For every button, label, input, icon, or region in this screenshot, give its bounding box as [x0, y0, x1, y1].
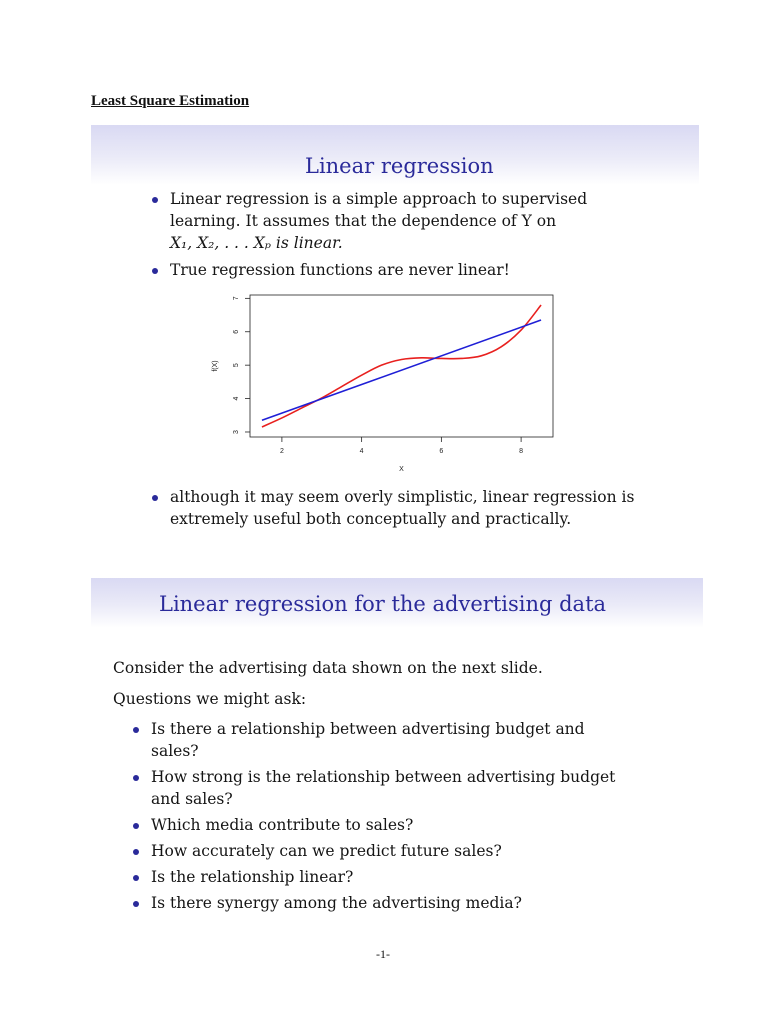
bullet-line: True regression functions are never linear!	[170, 261, 510, 279]
x-tick-label: 4	[359, 448, 364, 455]
regression-chart	[205, 290, 565, 475]
bullet-icon	[152, 268, 158, 274]
bullet-icon	[133, 849, 139, 855]
bullet-line: Is there synergy among the advertising media?	[151, 894, 522, 912]
bullet-line: sales?	[151, 742, 199, 760]
bullet-line: Linear regression is a simple approach to supervised	[170, 190, 588, 208]
bullet-icon	[133, 823, 139, 829]
slide2-bullet-4	[131, 840, 691, 862]
x-tick-label: 2	[279, 448, 284, 455]
bullet-line: and sales?	[151, 790, 233, 808]
bullet-line: How strong is the relationship between advertising budget	[151, 768, 616, 786]
document-heading: Least Square Estimation	[91, 93, 250, 109]
bullet-line: learning. It assumes that the dependence of Y on	[170, 212, 557, 230]
slide2-bullet-2	[131, 766, 691, 810]
bullet-line: extremely useful both conceptually and practically.	[170, 510, 572, 528]
slide2-intro: Consider the advertising data shown on the next slide.	[113, 659, 543, 677]
bullet-line: Is the relationship linear?	[151, 868, 354, 886]
slide1-bullet-list-after	[150, 486, 670, 535]
true-function-line	[262, 305, 541, 427]
y-tick-label: 6	[233, 329, 240, 334]
linear-fit-line	[262, 320, 541, 420]
slide2-bullet-5	[131, 866, 691, 888]
y-tick-label: 5	[233, 363, 240, 368]
x-tick-label: 8	[519, 448, 524, 455]
slide2-title: Linear regression for the advertising data	[159, 592, 607, 616]
bullet-icon	[133, 727, 139, 733]
slide1-bullet-2	[150, 259, 670, 281]
y-tick-label: 7	[233, 296, 240, 301]
bullet-line: How accurately can we predict future sales?	[151, 842, 502, 860]
y-axis-label: f(X)	[212, 360, 219, 372]
slide1-bullet-3	[150, 486, 670, 530]
slide2-bullet-6	[131, 892, 691, 914]
bullet-icon	[133, 775, 139, 781]
plot-frame	[250, 295, 553, 437]
y-tick-label: 3	[233, 430, 240, 434]
slide2-bullet-3	[131, 814, 691, 836]
bullet-icon	[133, 875, 139, 881]
bullet-icon	[152, 197, 158, 203]
bullet-line: X₁, X₂, . . . Xₚ is linear.	[170, 234, 343, 252]
bullet-icon	[133, 901, 139, 907]
bullet-line: Is there a relationship between advertising budget and	[151, 720, 585, 738]
slide1-bullet-1	[150, 188, 670, 254]
x-tick-label: 6	[439, 448, 444, 455]
y-tick-label: 4	[233, 396, 240, 401]
bullet-line: although it may seem overly simplistic, linear regression is	[170, 488, 635, 506]
slide1-title: Linear regression	[305, 154, 494, 178]
bullet-icon	[152, 495, 158, 501]
x-axis-label: X	[399, 466, 404, 473]
slide1-bullet-list	[150, 188, 670, 286]
page-number: -1-	[376, 947, 390, 961]
bullet-line: Which media contribute to sales?	[151, 816, 414, 834]
slide2-bullet-1	[131, 718, 691, 762]
slide2-bullet-list	[131, 718, 691, 918]
slide2-questions-label: Questions we might ask:	[113, 690, 307, 708]
